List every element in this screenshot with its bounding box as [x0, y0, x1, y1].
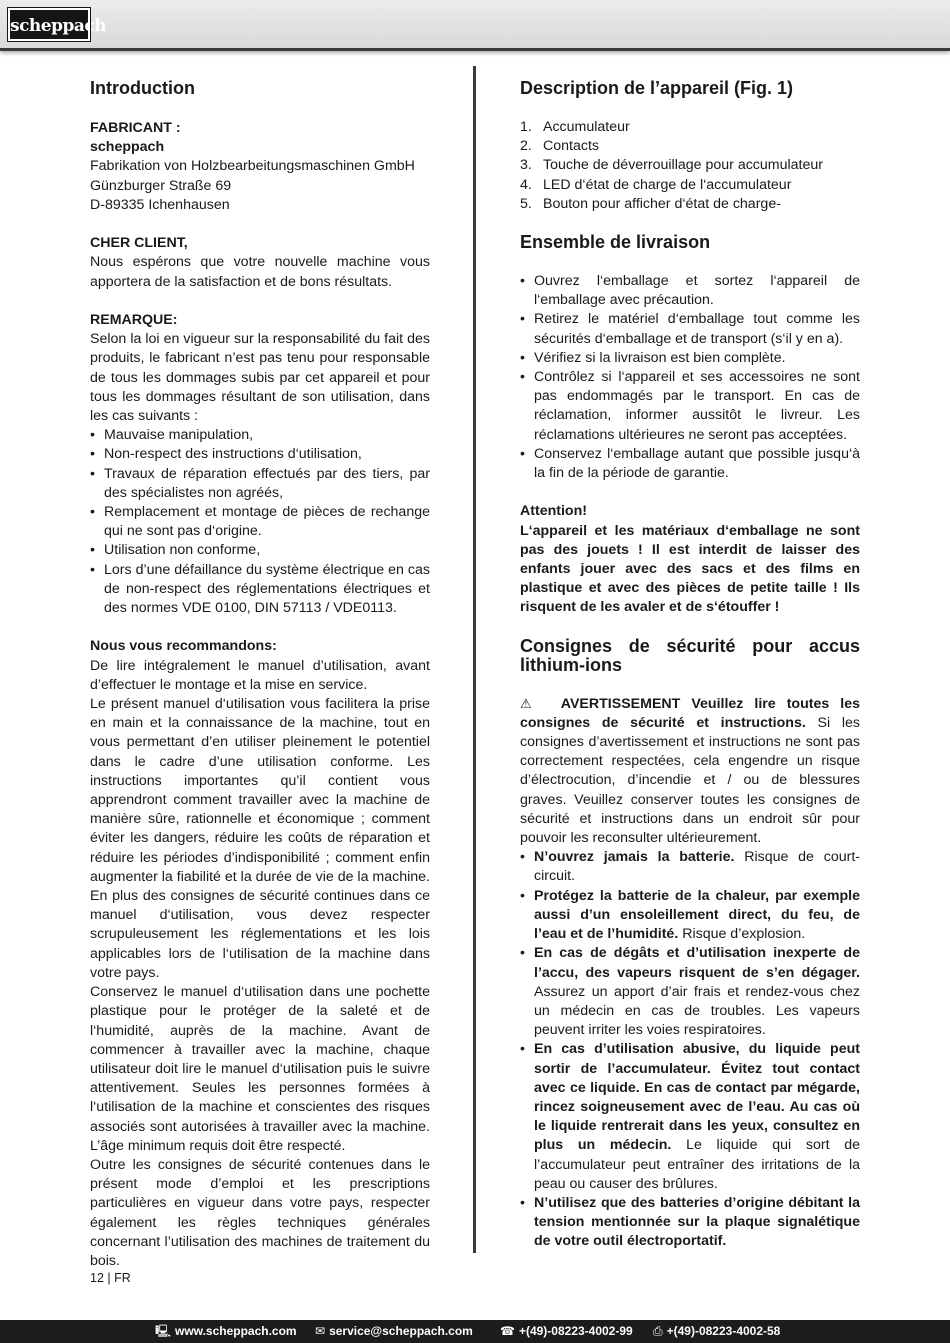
address-line: D-89335 Ichenhausen [90, 196, 230, 213]
list-item: 4. LED d‘état de charge de l‘accumulateur [520, 176, 792, 193]
delivery-heading: Ensemble de livraison [520, 232, 711, 253]
list-item: • Vérifiez si la livraison est bien complète. [520, 349, 860, 368]
recommend-paragraph: Outre les consignes de sécurité contenues dans le présent mode d’emploi et les prescriptions particulières en vigueur dans votre pays, respecter également les règles techniques générales concernant l’utilisation des machines de traitement du bois. [90, 1156, 430, 1269]
footer-phone: ☎ +(49)-08223-4002-99 [500, 1320, 633, 1343]
warning-triangle-icon: ⚠ [520, 696, 539, 712]
list-item: • Retirez le matériel d‘emballage tout comme les sécurités d‘emballage et de transport (s‘il y en a). [520, 310, 860, 348]
manufacturer-name: scheppach [90, 139, 165, 156]
list-item: • Ouvrez l‘emballage et sortez l‘appareil de l‘emballage avec précaution. [520, 272, 860, 310]
list-item: • Lors d’une défaillance du système électrique en cas de non-respect des réglementations électriques et des normes VDE 0100, DIN 57113 / VDE0113. [90, 561, 430, 619]
recommend-paragraph: De lire intégralement le manuel d’utilisation, avant d’effectuer le montage et la mise en service. [90, 657, 430, 693]
list-item: • En cas d’utilisation abusive, du liquide peut sortir de l’accumulateur. Évitez tout contact avec ce liquide. En cas de contact par mégarde, rincez soigneusement avec de l’eau. Au cas où le liquide rentrerait dans les yeux, consultez en plus un médecin. Le liquide qui sort de l’accumulateur peut entraîner des irritations de la peau ou causer des brûlures. [520, 1040, 860, 1194]
fax-icon: ⎙ [653, 1324, 663, 1338]
envelope-icon: ✉ [315, 1324, 326, 1338]
attention-text: L‘appareil et les matériaux d‘emballage ne sont pas des jouets ! Il est interdit de laisser des enfants jouer avec des sacs et des films en plastique et avec des pièces de petite taille ! Ils risquent de les avaler et de s‘étouffer ! [520, 522, 860, 616]
note-label: REMARQUE: [90, 312, 178, 328]
manufacturer-label: FABRICANT : [90, 120, 181, 136]
recommend-paragraph: Le présent manuel d‘utilisation vous facilitera la prise en main et la connaissance de la machine, tout en vous permettant d’en utiliser pleinement le potentiel dans le cadre d’une utilisation conforme. Les instructions importantes qu’il contient vous apprendront comment travailler avec la machine de manière sûre, rationnelle et économique ; comment éviter les dangers, réduire les coûts de réparation et réduire les périodes d’indisponibilité ; comment enfin augmenter la fiabilité et la durée de vie de la machine. En plus des consignes de sécurité continues dans ce manuel d‘utilisation, vous devez respecter scrupuleusement les réglementations et les lois applicables lors de l‘utilisation de la machine dans votre pays. [90, 696, 430, 981]
column-divider [473, 66, 476, 1253]
recommend-paragraph: Conservez le manuel d‘utilisation dans une pochette plastique pour le protéger de la saleté et de l‘humidité, auprès de la machine. Avant de commencer à travailler avec la machine, chaque utilisateur doit lire le manuel d‘utilisation puis le suivre attentivement. Seules les personnes formées à l‘utilisation de la machine et conscientes des risques associés sont autorisées à travailler avec la machine. L’âge minimum requis doit être respecté. [90, 984, 430, 1154]
safety-list [520, 848, 860, 1251]
dear-customer-text: Nous espérons que votre nouvelle machine vous apportera de la satisfaction et de bons résultats. [90, 254, 430, 290]
list-item: 1. Accumulateur [520, 119, 630, 135]
list-item: • Non-respect des instructions d‘utilisation, [90, 445, 430, 464]
address-line: Günzburger Straße 69 [90, 177, 232, 194]
scheppach-logo: scheppach [8, 8, 90, 41]
list-item: • Mauvaise manipulation, [90, 426, 430, 445]
list-item: 2. Contacts [520, 138, 599, 155]
footer-fax: ⎙ +(49)-08223-4002-58 [653, 1320, 780, 1343]
left-column [90, 78, 430, 1271]
list-item: • En cas de dégâts et d’utilisation inexperte de l’accu, des vapeurs risquent de s’en dégager. Assurez un apport d’air frais et rendez-vous chez un médecin en cas de troubles. Les vapeurs peuvent irriter les voies respiratoires. [520, 944, 860, 1040]
footer-bar [0, 1320, 950, 1343]
address-line: Fabrikation von Holzbearbeitungsmaschinen GmbH [90, 158, 415, 175]
footer-website[interactable]: 🖳 www.scheppach.com [155, 1320, 297, 1343]
list-item: • N’ouvrez jamais la batterie. Risque de court-circuit. [520, 848, 860, 886]
attention-label: Attention! [520, 503, 587, 520]
delivery-list [520, 272, 860, 483]
list-item: • Conservez l‘emballage autant que possible jusqu‘à la fin de la période de garantie. [520, 445, 860, 483]
note-text: Selon la loi en vigueur sur la responsabilité du fait des produits, le fabricant n’est pas tenu pour responsable de tous les dommages subis par cet appareil et pour tous les dommages résultant de son utilisation, dans les cas suivants : [90, 331, 430, 425]
dear-customer-label: CHER CLIENT, [90, 235, 188, 252]
list-item: • N’utilisez que des batteries d’origine débitant la tension mentionnée sur la plaque signalétique de votre outil électroportatif. [520, 1194, 860, 1252]
introduction-heading: Introduction [90, 78, 195, 98]
header-bar [0, 0, 950, 51]
list-item: • Contrôlez si l‘appareil et ses accessoires ne sont pas endommagés par le transport. En cas de réclamation, informer aussitôt le livreur. Les réclamations ultérieures ne seront pas acceptées. [520, 368, 860, 445]
warning-paragraph: ⚠ AVERTISSEMENT Veuillez lire toutes les consignes de sécurité et instructions. Si les consignes d’avertissement et instructions ne sont pas correctement respectées, cela engendre un risque d’électrocution, d’incendie et / ou de blessures graves. Veuillez conserver toutes les consignes de sécurité et instructions dans un endroit sûr pour pouvoir les reconsulter ultérieurement. [520, 695, 860, 847]
description-list [520, 118, 860, 214]
list-item: • Travaux de réparation effectués par des tiers, par des spécialistes non agréés, [90, 465, 430, 503]
right-column [520, 78, 860, 1252]
note-list [90, 426, 430, 618]
list-item: • Protégez la batterie de la chaleur, par exemple aussi d’un ensoleillement direct, du feu, de l’eau et de l’humidité. Risque d’explosion. [520, 887, 860, 945]
list-item: • Remplacement et montage de pièces de rechange qui ne sont pas d‘origine. [90, 503, 430, 541]
list-item: 3. Touche de déverrouillage pour accumulateur [520, 157, 823, 174]
list-item: 5. Bouton pour afficher d‘état de charge- [520, 195, 781, 212]
monitor-icon: 🖳 [155, 1324, 172, 1338]
phone-icon: ☎ [500, 1324, 515, 1338]
page-number: 12 | FR [90, 1271, 131, 1285]
list-item: • Utilisation non conforme, [90, 541, 430, 560]
safety-heading: Consignes de sécurité pour accus lithium-ions [520, 635, 860, 675]
description-heading: Description de l’appareil (Fig. 1) [520, 78, 794, 98]
footer-email[interactable]: ✉ service@scheppach.com [315, 1320, 473, 1343]
recommend-label: Nous vous recommandons: [90, 638, 277, 655]
